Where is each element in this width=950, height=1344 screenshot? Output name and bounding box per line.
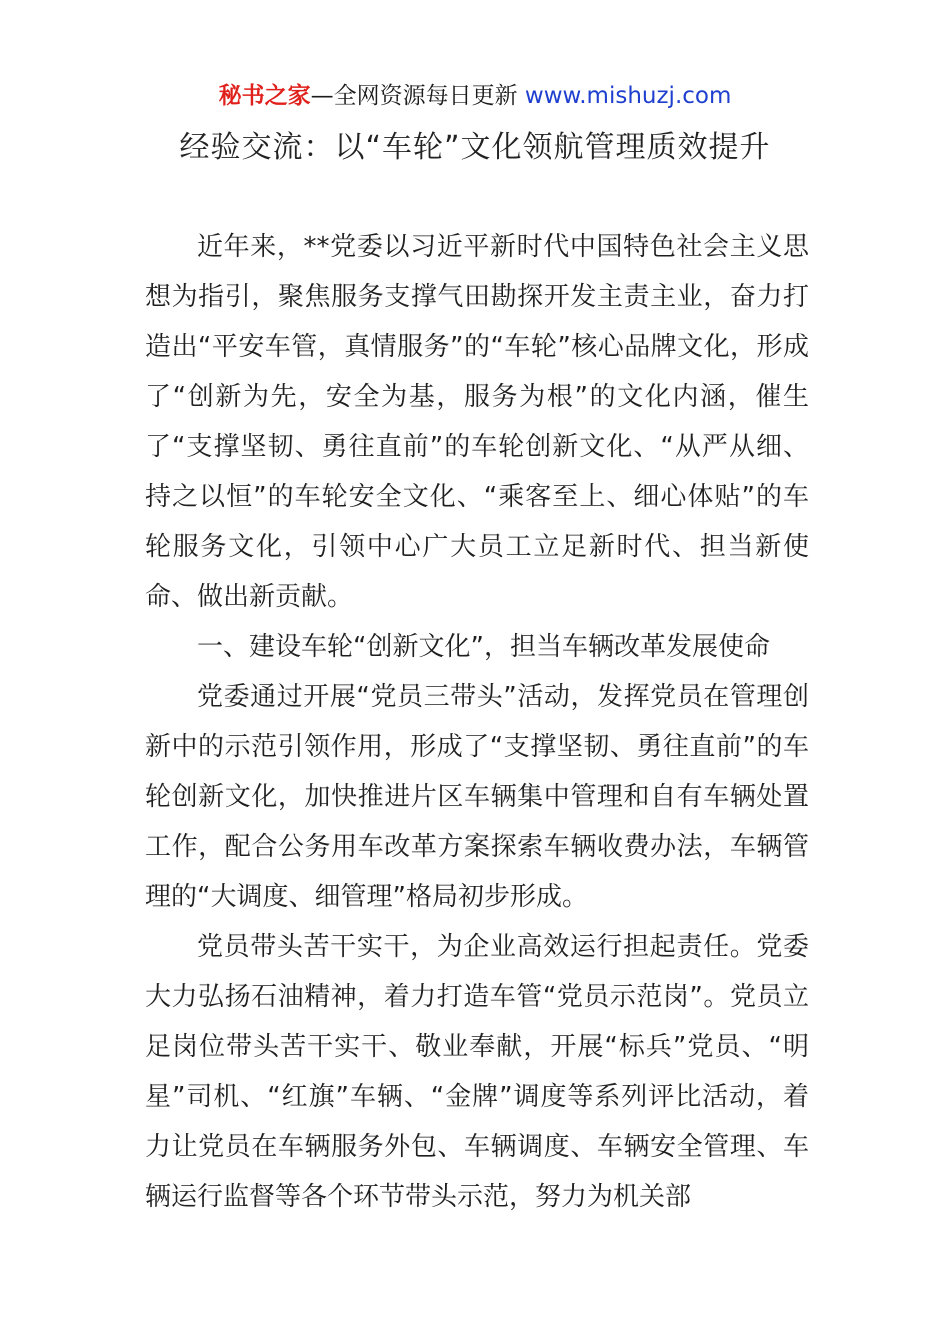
brand-name: 秘书之家 — [218, 83, 311, 109]
section-1-paragraph-2: 党员带头苦干实干，为企业高效运行担起责任。党委大力弘扬石油精神，着力打造车管“党员示范岗”。党员立足岗位带头苦干实干、敬业奉献，开展“标兵”党员、“明星”司机、“红旗”车辆、“金牌”调度等系列评比活动，着力让党员在车辆服务外包、车辆调度、车辆安全管理、车辆运行监督等各个环节带头示范，努力为机关部 — [145, 932, 809, 1212]
section-heading-1: 一、建设车轮“创新文化”，担当车辆改革发展使命 — [197, 632, 770, 662]
site-banner — [0, 80, 950, 112]
document-title: 经验交流：以“车轮”文化领航管理质效提升 — [179, 130, 771, 165]
intro-paragraph: 近年来，**党委以习近平新时代中国特色社会主义思想为指引，聚焦服务支撑气田勘探开发主责主业，奋力打造出“平安车管，真情服务”的“车轮”核心品牌文化，形成了“创新为先，安全为基，服务为根”的文化内涵，催生了“支撑坚韧、勇往直前”的车轮创新文化、“从严从细、持之以恒”的车轮安全文化、“乘客至上、细心体贴”的车轮服务文化，引领中心广大员工立足新时代、担当新使命、做出新贡献。 — [145, 232, 809, 612]
site-url-link[interactable]: www.mishuzj.com — [524, 83, 732, 109]
document-body — [145, 222, 809, 1222]
banner-slogan: —全网资源每日更新 — [310, 83, 525, 109]
section-1-paragraph-1: 党委通过开展“党员三带头”活动，发挥党员在管理创新中的示范引领作用，形成了“支撑坚韧、勇往直前”的车轮创新文化，加快推进片区车辆集中管理和自有车辆处置工作，配合公务用车改革方案探索车辆收费办法，车辆管理的“大调度、细管理”格局初步形成。 — [145, 682, 809, 912]
